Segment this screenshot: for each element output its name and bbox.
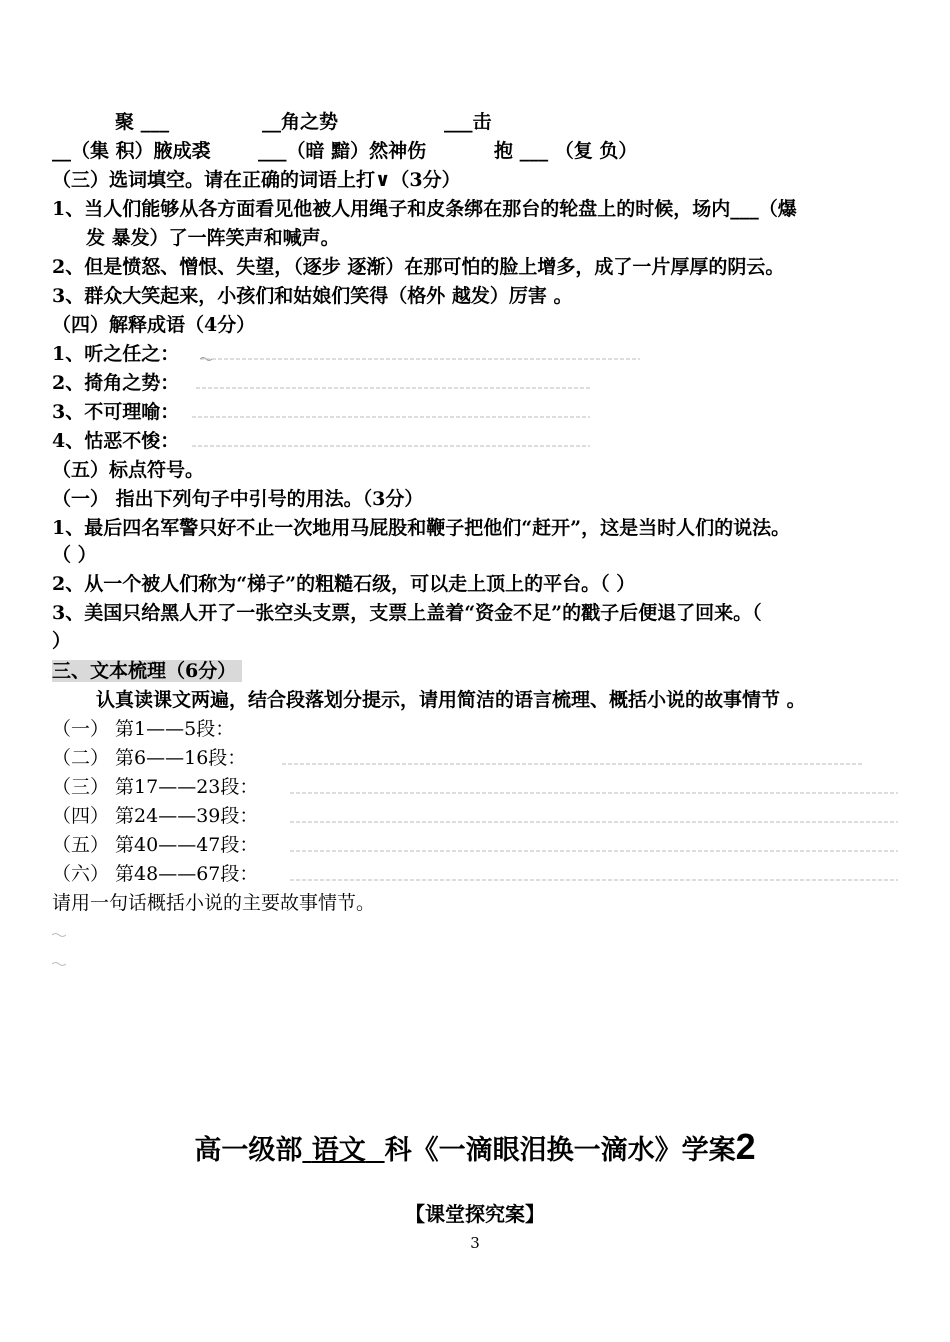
answer-line[interactable] (192, 414, 590, 420)
answer-line[interactable] (52, 961, 66, 967)
sec5-q1-line2: （ ） (52, 544, 97, 566)
sec5-q3-line1: 3、美国只给黑人开了一张空头支票，支票上盖着“资金不足”的戳子后便退了回来。（ (52, 602, 762, 624)
lesson-title (0, 1126, 950, 1168)
answer-line[interactable] (290, 848, 898, 854)
sec3-q2: 2、但是愤怒、憎恨、失望，（逐步 逐渐）在那可怕的脸上增多，成了一片厚厚的阴云。 (52, 256, 785, 278)
vocab-row1-c: ___击 (444, 111, 492, 133)
sec3-q1-line2: 发 暴发）了一阵笑声和喊声。 (86, 227, 340, 249)
answer-line[interactable] (282, 761, 862, 767)
sec5-q1-line1: 1、最后四名军警只好不止一次地用马屁股和鞭子把他们“赶开”，这是当时人们的说法。 (52, 517, 791, 539)
sec4-item1: 1、听之任之： (52, 343, 180, 365)
sec5-sub: （一） 指出下列句子中引号的用法。（3分） (52, 488, 424, 510)
part3-heading (52, 657, 242, 685)
sec4-item2: 2、掎角之势： (52, 372, 180, 394)
answer-line[interactable] (290, 877, 898, 883)
answer-line[interactable] (52, 932, 66, 938)
part3-row2: （二） 第6——16段： (52, 747, 247, 769)
vocab-row1-b: __角之势 (262, 111, 339, 133)
part3-summary: 请用一句话概括小说的主要故事情节。 (52, 892, 376, 914)
answer-line[interactable] (196, 385, 590, 391)
title-subject (302, 1135, 384, 1166)
part3-intro: 认真读课文两遍，结合段落划分提示，请用简洁的语言梳理、概括小说的故事情节 。 (96, 689, 806, 711)
vocab-row2-c: 抱 ___ （复 负） (494, 140, 638, 162)
vocab-row2-b: ___（暗 黯）然神伤 (258, 140, 427, 162)
part3-row6: （六） 第48——67段： (52, 863, 259, 885)
sec3-heading: （三）选词填空。请在正确的词语上打∨（3分） (52, 169, 461, 191)
sec5-heading: （五）标点符号。 (52, 459, 205, 481)
answer-line[interactable] (192, 443, 590, 449)
part3-row4: （四） 第24——39段： (52, 805, 259, 827)
vocab-row2-a: __（集 积）腋成裘 (52, 140, 211, 162)
part3-row1: （一） 第1——5段： (52, 718, 235, 740)
sec5-q2: 2、从一个被人们称为“梯子”的粗糙石级，可以走上顶上的平台。（ ） (52, 573, 636, 595)
title-subject-text: 语文 (311, 1135, 366, 1166)
sec4-item4: 4、怙恶不悛： (52, 430, 180, 452)
sec3-q3: 3、群众大笑起来，小孩们和姑娘们笑得（格外 越发）厉害 。 (52, 285, 573, 307)
page-number: 3 (470, 1234, 480, 1252)
part3-row5: （五） 第40——47段： (52, 834, 259, 856)
title-suffix: 科《一滴眼泪换一滴水》学案 (384, 1135, 736, 1166)
part3-row3: （三） 第17——23段： (52, 776, 259, 798)
sec4-item3: 3、不可理喻： (52, 401, 180, 423)
sec3-q1-line1: 1、当人们能够从各方面看见他被人用绳子和皮条绑在那台的轮盘上的时候，场内___（爆 (52, 198, 797, 220)
answer-line[interactable] (290, 790, 898, 796)
sec4-heading: （四）解释成语（4分） (52, 314, 256, 336)
section-subtitle: 【课堂探究案】 (405, 1202, 545, 1226)
vocab-row1-a: 聚 ___ (115, 111, 170, 133)
title-prefix: 高一级部 (194, 1135, 303, 1166)
answer-line[interactable] (290, 819, 898, 825)
sec5-q3-line2: ） (52, 630, 72, 652)
part3-heading-text: 三、文本梳理（6分） (52, 660, 242, 682)
answer-line[interactable] (200, 356, 640, 362)
title-number: 2 (735, 1126, 756, 1167)
